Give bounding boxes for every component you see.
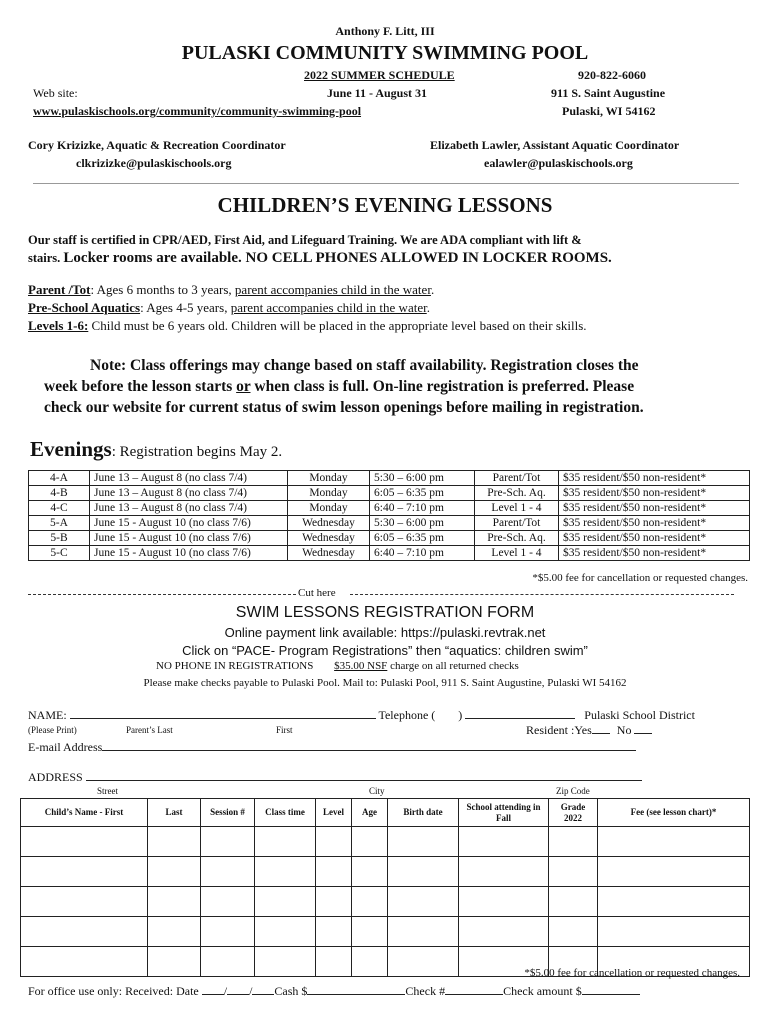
evenings-heading xyxy=(30,437,282,462)
lesson-row xyxy=(29,471,750,486)
telephone-label: Telephone ( xyxy=(378,708,436,722)
registration-cell-input[interactable] xyxy=(598,887,750,917)
name-input[interactable] xyxy=(70,706,376,719)
session-code: 5-B xyxy=(29,531,90,546)
office-check-amount-label: Check amount $ xyxy=(503,984,582,998)
nsf-text: charge on all returned checks xyxy=(387,660,519,672)
registration-cell-input[interactable] xyxy=(201,887,255,917)
session-dates: June 15 - August 10 (no class 7/6) xyxy=(90,531,288,546)
registration-cell-input[interactable] xyxy=(148,887,201,917)
session-time: 6:40 – 7:10 pm xyxy=(370,501,475,516)
registration-row xyxy=(21,917,750,947)
session-level: Level 1 - 4 xyxy=(475,546,559,561)
registration-column-header: School attending in Fall xyxy=(459,799,549,827)
note-text: when class is full. On-line registration is preferred. Please xyxy=(250,378,635,395)
office-date-year[interactable] xyxy=(252,983,274,995)
address-row xyxy=(28,768,642,785)
address-line2: Pulaski, WI 54162 xyxy=(562,104,656,118)
session-fee: $35 resident/$50 non-resident* xyxy=(559,531,750,546)
website-label: Web site: xyxy=(33,86,78,100)
parents-last-label: Parent’s Last xyxy=(126,725,173,735)
registration-row xyxy=(21,827,750,857)
registration-column-header: Age xyxy=(352,799,388,827)
registration-cell-input[interactable] xyxy=(459,857,549,887)
note-line1: Note: Class offerings may change based on staff availability. Registration closes the xyxy=(90,357,639,374)
session-level: Level 1 - 4 xyxy=(475,501,559,516)
session-code: 4-B xyxy=(29,486,90,501)
registration-cell-input[interactable] xyxy=(388,887,459,917)
lesson-row xyxy=(29,516,750,531)
level-label: Parent /Tot xyxy=(28,282,91,297)
note-text: week before the lesson starts xyxy=(44,378,237,395)
district-label: Pulaski School District xyxy=(584,708,695,722)
registration-cell-input[interactable] xyxy=(598,857,750,887)
schedule-label: 2022 SUMMER SCHEDULE xyxy=(304,68,455,82)
lesson-row xyxy=(29,531,750,546)
session-fee: $35 resident/$50 non-resident* xyxy=(559,486,750,501)
session-day: Monday xyxy=(288,486,370,501)
level-end: . xyxy=(426,300,430,315)
phone: 920-822-6060 xyxy=(578,68,646,82)
registration-cell-input[interactable] xyxy=(148,827,201,857)
cut-line xyxy=(28,587,748,601)
registration-instructions: Click on “PACE- Program Registrations” then “aquatics: children swim” xyxy=(182,643,588,658)
registration-cell-input[interactable] xyxy=(459,827,549,857)
level-text: Child must be 6 years old. Children will be placed in the appropriate level based on their skills. xyxy=(88,318,587,333)
office-check-label: Check # xyxy=(405,984,446,998)
lessons-heading: CHILDREN’S EVENING LESSONS xyxy=(217,193,553,217)
season-dates: June 11 - August 31 xyxy=(327,86,428,100)
lessons-table xyxy=(28,470,750,561)
no-phone-notice xyxy=(156,660,519,672)
registration-cell-input[interactable] xyxy=(549,887,598,917)
registration-row xyxy=(21,887,750,917)
lesson-row xyxy=(29,546,750,561)
registration-cell-input[interactable] xyxy=(352,917,388,947)
no-phone-text: NO PHONE IN REGISTRATIONS xyxy=(156,660,314,672)
office-use-row: For office use only: Received: Date / / Cash $ Check # Check amount $ xyxy=(28,983,640,999)
registration-cell-input[interactable] xyxy=(21,887,148,917)
registration-cell-input[interactable] xyxy=(201,827,255,857)
office-cash-label: Cash $ xyxy=(274,984,308,998)
evenings-title: Evenings xyxy=(30,437,112,461)
session-time: 5:30 – 6:00 pm xyxy=(370,516,475,531)
registration-column-header: Level xyxy=(316,799,352,827)
header-divider xyxy=(33,183,739,184)
session-dates: June 13 – August 8 (no class 7/4) xyxy=(90,471,288,486)
city-label: City xyxy=(369,786,385,796)
telephone-input[interactable] xyxy=(465,706,575,719)
checks-payable: Please make checks payable to Pulaski Pool. Mail to: Pulaski Pool, 911 S. Saint Augustine, Pulaski WI 54162 xyxy=(143,677,627,689)
office-cash-input[interactable] xyxy=(307,983,405,995)
email-input[interactable] xyxy=(102,738,636,751)
session-level: Parent/Tot xyxy=(475,471,559,486)
session-level: Parent/Tot xyxy=(475,516,559,531)
level-text: : Ages 4-5 years, xyxy=(140,300,231,315)
please-print-label: (Please Print) xyxy=(28,725,77,735)
resident-row xyxy=(526,722,652,738)
registration-table xyxy=(20,798,750,977)
level-note: parent accompanies child in the water xyxy=(230,300,427,315)
director-name: Anthony F. Litt, III xyxy=(335,24,435,38)
session-fee: $35 resident/$50 non-resident* xyxy=(559,471,750,486)
registration-cell-input[interactable] xyxy=(388,917,459,947)
session-time: 5:30 – 6:00 pm xyxy=(370,471,475,486)
registration-cell-input[interactable] xyxy=(459,887,549,917)
cut-dash-left xyxy=(28,594,296,595)
registration-row xyxy=(21,857,750,887)
level-label: Levels 1-6: xyxy=(28,318,89,333)
registration-cell-input[interactable] xyxy=(148,917,201,947)
registration-cell-input[interactable] xyxy=(148,857,201,887)
office-date-month[interactable] xyxy=(202,983,224,995)
session-dates: June 13 – August 8 (no class 7/4) xyxy=(90,501,288,516)
coordinator-left-name: Cory Krizizke, Aquatic & Recreation Coordinator xyxy=(28,138,286,152)
session-code: 4-A xyxy=(29,471,90,486)
zip-label: Zip Code xyxy=(556,786,590,796)
address-input[interactable] xyxy=(86,768,642,781)
registration-cell-input[interactable] xyxy=(21,827,148,857)
registration-cell-input[interactable] xyxy=(21,857,148,887)
office-use-label: For office use only: Received: Date xyxy=(28,984,199,998)
session-day: Monday xyxy=(288,471,370,486)
name-row xyxy=(28,706,695,723)
nsf-amount: $35.00 NSF xyxy=(334,660,388,672)
office-check-number-input[interactable] xyxy=(445,983,503,995)
registration-cell-input[interactable] xyxy=(316,917,352,947)
session-code: 4-C xyxy=(29,501,90,516)
registration-cell-input[interactable] xyxy=(255,857,316,887)
session-dates: June 15 - August 10 (no class 7/6) xyxy=(90,516,288,531)
staff-note-locker: Locker rooms are available. NO CELL PHONES ALLOWED IN LOCKER ROOMS. xyxy=(63,250,612,266)
level-parent-tot xyxy=(28,282,434,298)
payment-link[interactable]: Online payment link available: https://pulaski.revtrak.net xyxy=(224,625,546,640)
session-fee: $35 resident/$50 non-resident* xyxy=(559,546,750,561)
registration-column-header: Grade 2022 xyxy=(549,799,598,827)
first-name-label: First xyxy=(276,725,293,735)
registration-cell-input[interactable] xyxy=(316,827,352,857)
staff-note-line2 xyxy=(28,250,612,267)
registration-cell-input[interactable] xyxy=(316,887,352,917)
registration-column-header: Fee (see lesson chart)* xyxy=(598,799,750,827)
staff-note-stairs: stairs. xyxy=(28,251,61,265)
session-time: 6:40 – 7:10 pm xyxy=(370,546,475,561)
session-dates: June 13 – August 8 (no class 7/4) xyxy=(90,486,288,501)
office-date-day[interactable] xyxy=(227,983,249,995)
lessons-footnote: *$5.00 fee for cancellation or requested changes. xyxy=(532,572,748,584)
level-text: : Ages 6 months to 3 years, xyxy=(90,282,235,297)
session-day: Wednesday xyxy=(288,531,370,546)
registration-column-header: Session # xyxy=(201,799,255,827)
lesson-row xyxy=(29,501,750,516)
registration-cell-input[interactable] xyxy=(255,887,316,917)
coordinator-left-email[interactable]: clkrizizke@pulaskischools.org xyxy=(76,156,232,170)
registration-cell-input[interactable] xyxy=(352,827,388,857)
page-title: PULASKI COMMUNITY SWIMMING POOL xyxy=(181,42,589,64)
registration-cell-input[interactable] xyxy=(459,917,549,947)
telephone-close: ) xyxy=(458,708,463,722)
session-level: Pre-Sch. Aq. xyxy=(475,531,559,546)
registration-cell-input[interactable] xyxy=(316,857,352,887)
address-label: ADDRESS xyxy=(28,770,83,784)
session-level: Pre-Sch. Aq. xyxy=(475,486,559,501)
registration-cell-input[interactable] xyxy=(598,917,750,947)
email-row xyxy=(28,738,636,755)
registration-cell-input[interactable] xyxy=(549,827,598,857)
street-label: Street xyxy=(97,786,118,796)
registration-cell-input[interactable] xyxy=(388,857,459,887)
registration-cell-input[interactable] xyxy=(21,917,148,947)
email-label: E-mail Address xyxy=(28,740,103,754)
session-fee: $35 resident/$50 non-resident* xyxy=(559,501,750,516)
website-link[interactable]: www.pulaskischools.org/community/community-swimming-pool xyxy=(33,104,362,118)
registration-cell-input[interactable] xyxy=(352,887,388,917)
registration-cell-input[interactable] xyxy=(549,857,598,887)
note-or: or xyxy=(236,378,251,395)
name-label: NAME: xyxy=(28,708,67,722)
registration-cell-input[interactable] xyxy=(352,857,388,887)
form-title: SWIM LESSONS REGISTRATION FORM xyxy=(235,604,535,621)
resident-no-input[interactable] xyxy=(634,722,652,734)
level-note: parent accompanies child in the water xyxy=(234,282,431,297)
registration-cell-input[interactable] xyxy=(255,827,316,857)
coordinator-right-email[interactable]: ealawler@pulaskischools.org xyxy=(484,156,633,170)
registration-cell-input[interactable] xyxy=(388,827,459,857)
resident-no-label: No xyxy=(616,723,632,737)
registration-column-header: Birth date xyxy=(388,799,459,827)
registration-column-header: Class time xyxy=(255,799,316,827)
registration-cell-input[interactable] xyxy=(549,917,598,947)
session-day: Wednesday xyxy=(288,516,370,531)
level-end: . xyxy=(430,282,435,297)
cut-dash-right xyxy=(350,594,734,595)
session-fee: $35 resident/$50 non-resident* xyxy=(559,516,750,531)
registration-cell-input[interactable] xyxy=(201,857,255,887)
level-preschool xyxy=(28,300,430,316)
registration-cell-input[interactable] xyxy=(255,917,316,947)
registration-column-header: Last xyxy=(148,799,201,827)
note-line3: check our website for current status of swim lesson openings before mailing in registration. xyxy=(44,399,644,416)
staff-note-line1: Our staff is certified in CPR/AED, First Aid, and Lifeguard Training. We are ADA compliant with lift & xyxy=(28,233,582,247)
session-time: 6:05 – 6:35 pm xyxy=(370,531,475,546)
lesson-row xyxy=(29,486,750,501)
coordinator-right-name: Elizabeth Lawler, Assistant Aquatic Coordinator xyxy=(430,138,680,152)
level-1-6 xyxy=(28,318,587,334)
note-line2 xyxy=(44,378,634,396)
session-day: Wednesday xyxy=(288,546,370,561)
registration-cell-input[interactable] xyxy=(598,827,750,857)
session-code: 5-C xyxy=(29,546,90,561)
registration-column-header: Child’s Name - First xyxy=(21,799,148,827)
session-dates: June 15 - August 10 (no class 7/6) xyxy=(90,546,288,561)
evenings-subtitle: : Registration begins May 2. xyxy=(111,444,283,460)
registration-cell-input[interactable] xyxy=(201,917,255,947)
session-time: 6:05 – 6:35 pm xyxy=(370,486,475,501)
level-label: Pre-School Aquatics xyxy=(28,300,141,315)
resident-yes-input[interactable] xyxy=(592,722,610,734)
address-line1: 911 S. Saint Augustine xyxy=(551,86,666,100)
resident-label: Resident :Yes xyxy=(526,723,592,737)
cut-label: Cut here xyxy=(298,587,336,599)
form-footnote: *$5.00 fee for cancellation or requested changes. xyxy=(524,967,740,979)
session-code: 5-A xyxy=(29,516,90,531)
office-check-amount-input[interactable] xyxy=(582,983,640,995)
session-day: Monday xyxy=(288,501,370,516)
